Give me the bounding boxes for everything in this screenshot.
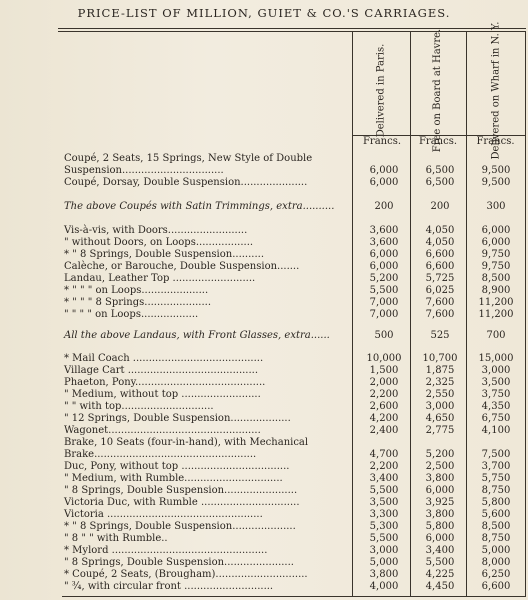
column-header-paris: Delivered in Paris. (375, 43, 387, 137)
row-label: " 8 " " with Rumble.. (64, 533, 168, 544)
price-cell: 2,200 (369, 389, 399, 400)
price-cell: 8,000 (481, 557, 511, 568)
price-cell: 7,000 (369, 309, 399, 320)
price-cell: 3,800 (369, 569, 399, 580)
table-row (0, 497, 528, 509)
price-cell: 5,200 (369, 273, 399, 284)
price-cell: 8,500 (481, 521, 511, 532)
currency-label: Francs. (476, 136, 515, 147)
table-row (0, 389, 528, 401)
price-cell: 2,000 (369, 377, 399, 388)
price-cell: 4,050 (425, 225, 455, 236)
price-cell: 2,775 (425, 425, 455, 436)
price-cell: 4,650 (425, 413, 455, 424)
row-label: * Mail Coach ......................................... (64, 353, 264, 364)
price-cell: 3,000 (481, 365, 511, 376)
price-cell: 5,500 (425, 557, 455, 568)
price-cell: 5,500 (369, 285, 399, 296)
row-label: Brake, 10 Seats (four-in-hand), with Mechanical (64, 437, 309, 448)
price-cell: 5,000 (481, 545, 511, 556)
price-cell: 3,000 (369, 545, 399, 556)
table-row (0, 545, 528, 557)
price-cell: 6,600 (425, 261, 455, 272)
table-row (0, 165, 528, 177)
price-cell: 200 (374, 201, 394, 212)
row-label: Victoria Duc, with Rumble ............................... (64, 497, 300, 508)
price-cell: 9,750 (481, 249, 511, 260)
price-cell: 6,000 (425, 533, 455, 544)
row-label: " Medium, without top ......................... (64, 389, 261, 400)
table-row (0, 461, 528, 473)
table-row (0, 249, 528, 261)
price-cell: 300 (486, 201, 506, 212)
table-row (0, 261, 528, 273)
price-cell: 7,600 (425, 297, 455, 308)
table-row (0, 273, 528, 285)
row-label: Phaeton, Pony......................................... (64, 377, 266, 388)
price-cell: 7,500 (481, 449, 511, 460)
row-label: " ¾, with circular front ............................ (64, 581, 274, 592)
price-cell: 3,500 (481, 377, 511, 388)
table-row (0, 353, 528, 365)
table-row (0, 521, 528, 533)
row-label: Vis-à-vis, with Doors......................... (64, 225, 248, 236)
bottom-rule (62, 596, 526, 597)
price-cell: 3,500 (369, 497, 399, 508)
price-cell: 9,500 (481, 177, 511, 188)
top-rule (58, 28, 526, 29)
price-cell: 5,800 (481, 497, 511, 508)
column-header-havre: Free on Board at Havre. (432, 28, 444, 152)
row-label: " " with top............................. (64, 401, 214, 412)
price-cell: 4,000 (369, 581, 399, 592)
price-cell: 2,325 (425, 377, 455, 388)
row-label: " Medium, with Rumble............................... (64, 473, 283, 484)
row-label: Landau, Leather Top .......................... (64, 273, 256, 284)
price-cell: 3,000 (425, 401, 455, 412)
price-cell: 3,300 (369, 509, 399, 520)
currency-label: Francs. (418, 136, 458, 147)
page-title: PRICE-LIST OF MILLION, GUIET & CO.'S CARRIAGES. (77, 6, 451, 20)
price-cell: 1,875 (425, 365, 455, 376)
row-label: " without Doors, on Loops.................. (64, 237, 254, 248)
price-cell: 8,750 (481, 533, 511, 544)
table-row (0, 413, 528, 425)
price-cell: 6,000 (481, 237, 511, 248)
row-label: Coupé, Dorsay, Double Suspension..................... (64, 177, 308, 188)
price-cell: 2,200 (369, 461, 399, 472)
price-cell: 6,000 (369, 177, 399, 188)
table-row (0, 437, 528, 449)
price-cell: 6,250 (481, 569, 511, 580)
row-label: * " 8 Springs, Double Suspension.......... (64, 249, 264, 260)
price-cell: 6,025 (425, 285, 455, 296)
price-cell: 6,000 (369, 261, 399, 272)
price-cell: 3,600 (369, 225, 399, 236)
table-row (0, 285, 528, 297)
price-cell: 4,450 (425, 581, 455, 592)
price-cell: 6,500 (425, 177, 455, 188)
table-row (0, 473, 528, 485)
row-label: * Coupé, 2 Seats, (Brougham)............................. (64, 569, 308, 580)
row-label: All the above Landaus, with Front Glasses, extra...... (64, 330, 330, 341)
row-label: Calèche, or Barouche, Double Suspension....... (64, 261, 300, 272)
row-label: The above Coupés with Satin Trimmings, extra.......... (64, 201, 335, 212)
price-cell: 3,400 (369, 473, 399, 484)
price-cell: 2,600 (369, 401, 399, 412)
price-cell: 5,500 (369, 485, 399, 496)
row-label: " 8 Springs, Double Suspension...................... (64, 557, 294, 568)
price-cell: 500 (374, 330, 394, 341)
table-row (0, 153, 528, 165)
price-cell: 6,000 (425, 485, 455, 496)
table-row (0, 485, 528, 497)
price-cell: 8,750 (481, 485, 511, 496)
price-cell: 200 (430, 201, 450, 212)
price-cell: 3,700 (481, 461, 511, 472)
price-cell: 9,500 (481, 165, 511, 176)
price-cell: 6,000 (369, 165, 399, 176)
price-cell: 700 (486, 330, 506, 341)
table-row (0, 201, 528, 213)
table-row (0, 569, 528, 581)
price-cell: 4,200 (369, 413, 399, 424)
price-cell: 4,050 (425, 237, 455, 248)
price-cell: 11,200 (478, 309, 514, 320)
column-header-new-york: Delivered on Wharf in N. Y. (490, 21, 501, 159)
price-cell: 6,500 (425, 165, 455, 176)
row-label: * " " " 8 Springs..................... (64, 297, 212, 308)
price-cell: 3,800 (425, 473, 455, 484)
price-cell: 3,800 (425, 509, 455, 520)
table-row (0, 377, 528, 389)
price-cell: 3,400 (425, 545, 455, 556)
table-row (0, 330, 528, 342)
price-cell: 8,500 (481, 273, 511, 284)
price-cell: 5,300 (369, 521, 399, 532)
table-row (0, 425, 528, 437)
price-cell: 4,700 (369, 449, 399, 460)
row-label: * Mylord ................................................. (64, 545, 268, 556)
price-cell: 2,550 (425, 389, 455, 400)
price-cell: 5,800 (425, 521, 455, 532)
price-cell: 3,925 (425, 497, 455, 508)
price-cell: 525 (430, 330, 450, 341)
row-label: * " 8 Springs, Double Suspension.................... (64, 521, 296, 532)
price-cell: 4,350 (481, 401, 511, 412)
price-cell: 5,725 (425, 273, 455, 284)
price-cell: 6,750 (481, 413, 511, 424)
price-cell: 11,200 (478, 297, 514, 308)
table-row (0, 557, 528, 569)
table-row (0, 309, 528, 321)
price-cell: 5,200 (425, 449, 455, 460)
row-label: " 12 Springs, Double Suspension................... (64, 413, 291, 424)
table-row (0, 533, 528, 545)
price-cell: 6,000 (369, 249, 399, 260)
row-label: " 8 Springs, Double Suspension....................... (64, 485, 298, 496)
row-label: Coupé, 2 Seats, 15 Springs, New Style of Double (64, 153, 313, 164)
currency-label: Francs. (362, 136, 402, 147)
price-cell: 3,600 (369, 237, 399, 248)
table-row (0, 581, 528, 593)
price-cell: 4,225 (425, 569, 455, 580)
table-row (0, 509, 528, 521)
row-label: * " " " on Loops..................... (64, 285, 209, 296)
price-cell: 8,900 (481, 285, 511, 296)
price-cell: 2,400 (369, 425, 399, 436)
row-label: Brake................................................... (64, 449, 257, 460)
table-row (0, 449, 528, 461)
price-cell: 4,100 (481, 425, 511, 436)
table-row (0, 365, 528, 377)
price-cell: 5,000 (369, 557, 399, 568)
price-cell: 9,750 (481, 261, 511, 272)
table-row (0, 297, 528, 309)
price-cell: 6,600 (481, 581, 511, 592)
price-cell: 15,000 (478, 353, 514, 364)
price-cell: 7,600 (425, 309, 455, 320)
price-cell: 1,500 (369, 365, 399, 376)
price-cell: 5,750 (481, 473, 511, 484)
row-label: " " " " on Loops.................. (64, 309, 199, 320)
price-cell: 6,000 (481, 225, 511, 236)
row-label: Village Cart ......................................... (64, 365, 259, 376)
row-label: Duc, Pony, without top .................................. (64, 461, 290, 472)
price-cell: 3,750 (481, 389, 511, 400)
row-label: Suspension................................ (64, 165, 224, 176)
top-rule-double (58, 31, 526, 32)
price-cell: 7,000 (369, 297, 399, 308)
table-row (0, 401, 528, 413)
price-cell: 10,700 (422, 353, 458, 364)
price-cell: 5,600 (481, 509, 511, 520)
price-cell: 6,600 (425, 249, 455, 260)
table-row (0, 177, 528, 189)
row-label: Wagonet................................................ (64, 425, 261, 436)
row-label: Victoria ................................................. (64, 509, 263, 520)
table-row (0, 225, 528, 237)
price-cell: 5,500 (369, 533, 399, 544)
price-cell: 10,000 (366, 353, 402, 364)
price-cell: 2,500 (425, 461, 455, 472)
table-row (0, 237, 528, 249)
